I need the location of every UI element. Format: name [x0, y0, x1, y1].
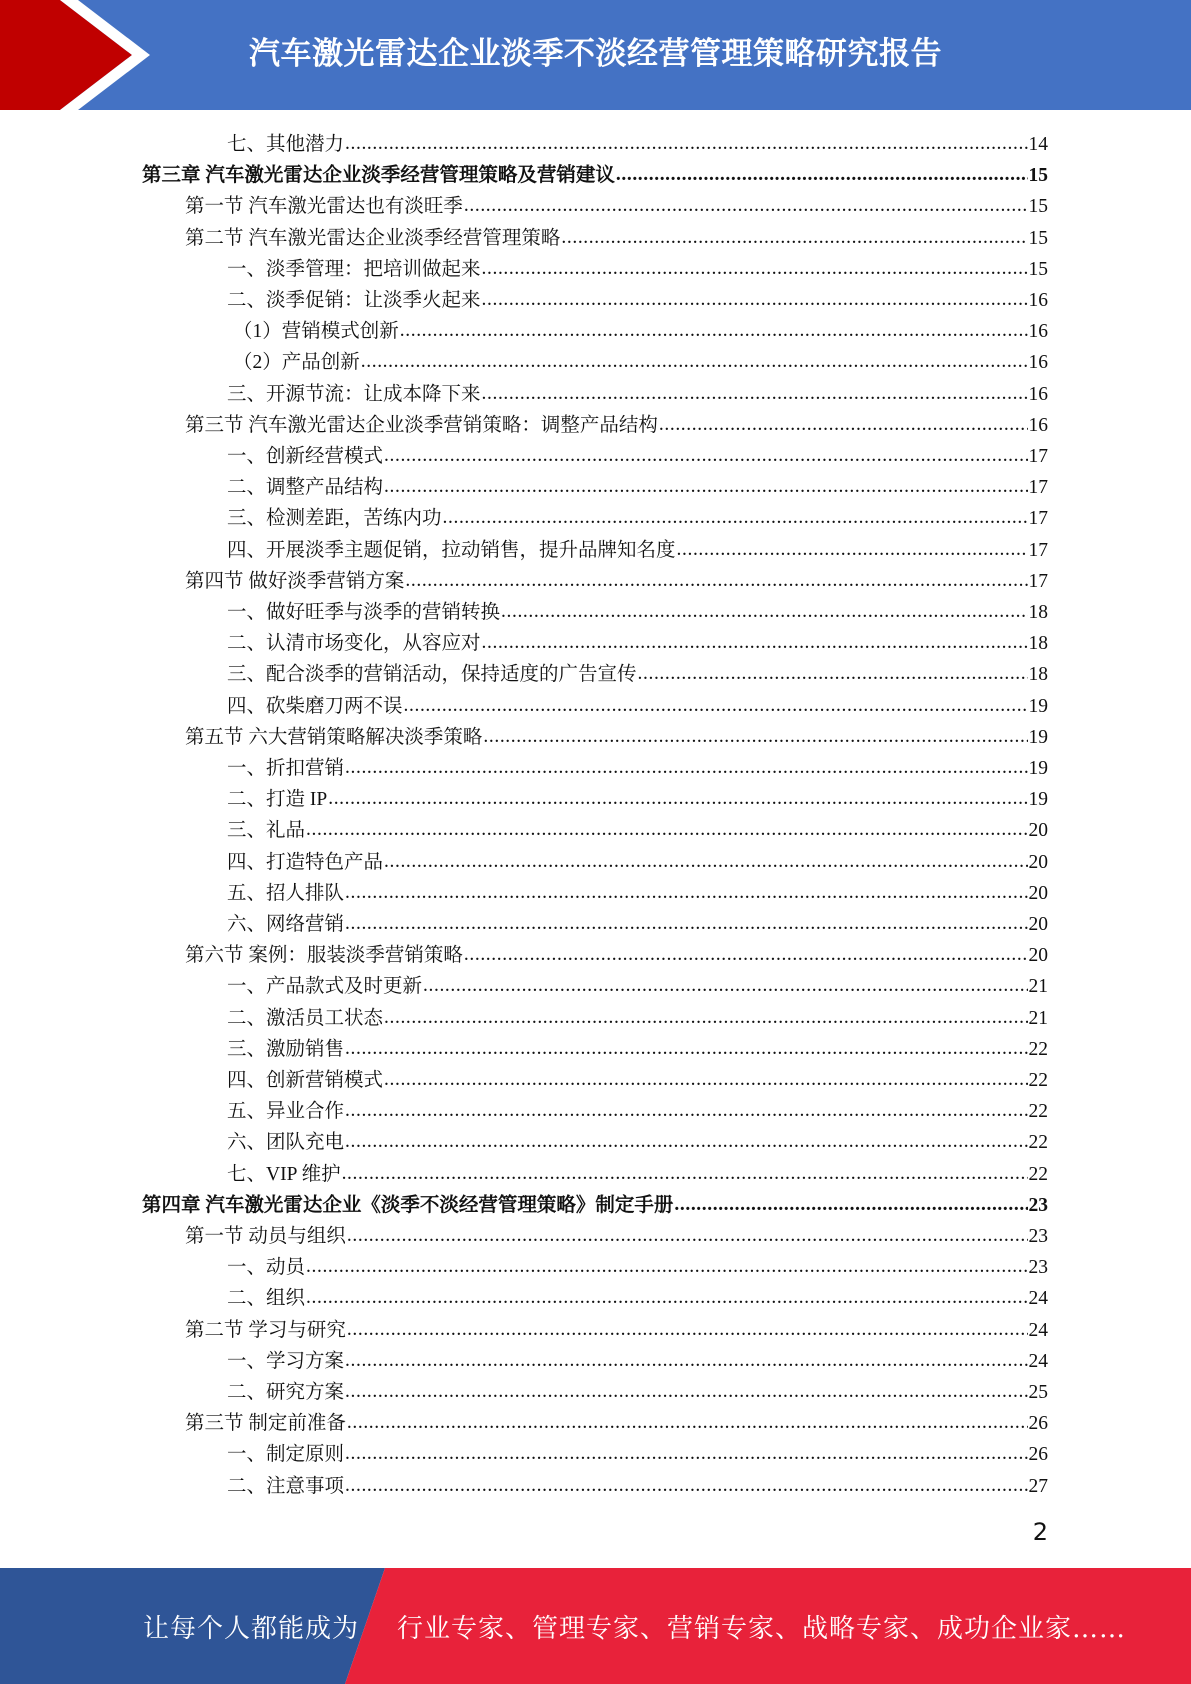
toc-dot-leader: [482, 284, 1028, 315]
toc-dot-leader: [306, 814, 1027, 845]
toc-dot-leader: [347, 1220, 1028, 1251]
toc-entry-page: 22: [1028, 1101, 1048, 1123]
toc-subsection-entry[interactable]: [227, 503, 1048, 534]
toc-dot-leader: [404, 690, 1028, 721]
toc-dot-leader: [384, 440, 1027, 471]
toc-subsection-entry[interactable]: [227, 1159, 1048, 1190]
toc-entry-page: 24: [1028, 1319, 1048, 1341]
toc-entry-label: 第三章 汽车激光雷达企业淡季经营管理策略及营销建议: [142, 165, 615, 187]
toc-subsection-entry[interactable]: [227, 1377, 1048, 1408]
toc-entry-label: 四、砍柴磨刀两不误: [227, 695, 403, 717]
toc-dot-leader: [464, 939, 1028, 970]
toc-subsection-entry[interactable]: [227, 878, 1048, 909]
toc-subsection-entry[interactable]: [227, 847, 1048, 878]
toc-dot-leader: [342, 1158, 1028, 1189]
toc-subsection-entry[interactable]: [227, 1283, 1048, 1314]
toc-dot-leader: [345, 1438, 1027, 1469]
chevron-arrow-icon: [0, 0, 160, 110]
toc-entry-label: 一、折扣营销: [227, 758, 345, 779]
toc-entry-label: 二、注意事项: [227, 1475, 345, 1497]
toc-entry-label: 二、激活员工状态: [227, 1007, 384, 1029]
toc-entry-page: 17: [1028, 539, 1048, 561]
toc-subsection-entry[interactable]: [233, 316, 1048, 347]
toc-entry-page: 15: [1028, 165, 1048, 187]
toc-entry-label: 四、打造特色产品: [227, 851, 384, 873]
toc-entry-page: 18: [1028, 602, 1048, 623]
toc-dot-leader: [638, 658, 1028, 689]
toc-entry-page: 17: [1028, 508, 1048, 530]
toc-entry-label: 第一节 动员与组织: [185, 1226, 346, 1247]
toc-entry-page: 20: [1028, 914, 1048, 935]
footer-slogan-right: 行业专家、管理专家、营销专家、战略专家、成功企业家……: [397, 1613, 1127, 1644]
toc-dot-leader: [483, 721, 1027, 752]
toc-dot-leader: [306, 1251, 1027, 1282]
toc-section-entry[interactable]: [185, 1315, 1048, 1346]
toc-subsection-entry[interactable]: [227, 285, 1048, 316]
toc-entry-label: 三、激励销售: [227, 1038, 345, 1060]
toc-dot-leader: [384, 846, 1027, 877]
toc-entry-page: 19: [1028, 726, 1048, 748]
toc-dot-leader: [345, 1095, 1027, 1126]
toc-entry-label: 四、开展淡季主题促销，拉动销售，提升品牌知名度: [227, 539, 676, 561]
page-number: 2: [1032, 1518, 1048, 1546]
toc-dot-leader: [616, 159, 1028, 190]
toc-subsection-entry[interactable]: [227, 472, 1048, 503]
toc-entry-label: 五、招人排队: [227, 882, 345, 904]
toc-dot-leader: [443, 502, 1028, 533]
toc-dot-leader: [677, 534, 1028, 565]
toc-dot-leader: [561, 222, 1027, 253]
toc-entry-page: 20: [1028, 882, 1048, 904]
toc-dot-leader: [423, 970, 1027, 1001]
toc-dot-leader: [482, 627, 1028, 658]
toc-entry-label: 三、礼品: [227, 820, 306, 842]
toc-dot-leader: [345, 1345, 1027, 1376]
toc-entry-page: 22: [1028, 1132, 1048, 1154]
toc-subsection-entry[interactable]: [227, 971, 1048, 1002]
toc-entry-label: 一、动员: [227, 1257, 306, 1279]
toc-section-entry[interactable]: [185, 722, 1048, 753]
toc-entry-label: 四、创新营销模式: [227, 1070, 384, 1091]
toc-dot-leader: [345, 128, 1027, 159]
toc-entry-label: （1）营销模式创新: [233, 321, 399, 343]
toc-entry-page: 22: [1028, 1163, 1048, 1185]
toc-subsection-entry[interactable]: [227, 1439, 1048, 1470]
toc-subsection-entry[interactable]: [227, 1003, 1048, 1034]
toc-entry-page: 19: [1028, 695, 1048, 717]
toc-subsection-entry[interactable]: [227, 441, 1048, 472]
toc-dot-leader: [347, 1407, 1028, 1438]
toc-entry-label: 三、检测差距，苦练内功: [227, 508, 442, 530]
toc-entry-label: 五、异业合作: [227, 1101, 345, 1123]
toc-entry-page: 26: [1028, 1413, 1048, 1435]
toc-entry-label: 第二节 学习与研究: [185, 1319, 346, 1341]
toc-subsection-entry[interactable]: [227, 254, 1048, 285]
toc-entry-label: 二、认清市场变化，从容应对: [227, 633, 481, 655]
toc-dot-leader: [345, 1376, 1027, 1407]
toc-entry-label: 第一节 汽车激光雷达也有淡旺季: [185, 196, 463, 218]
toc-entry-label: 二、打造 IP: [227, 789, 328, 811]
toc-entry-label: 第三节 制定前准备: [185, 1413, 346, 1435]
toc-subsection-entry[interactable]: [227, 1252, 1048, 1283]
toc-entry-label: 二、组织: [227, 1288, 306, 1310]
toc-dot-leader: [345, 877, 1027, 908]
toc-entry-page: 17: [1028, 570, 1048, 592]
toc-dot-leader: [345, 1470, 1027, 1501]
page-footer: [0, 1568, 1191, 1684]
toc-subsection-entry[interactable]: [227, 1065, 1048, 1096]
toc-dot-leader: [384, 1064, 1027, 1095]
toc-subsection-entry[interactable]: [227, 815, 1048, 846]
toc-entry-page: 26: [1028, 1444, 1048, 1466]
toc-entry-label: 一、学习方案: [227, 1350, 345, 1372]
toc-subsection-entry[interactable]: [227, 1096, 1048, 1127]
toc-entry-label: 第二节 汽车激光雷达企业淡季经营管理策略: [185, 227, 561, 249]
toc-subsection-entry[interactable]: [227, 691, 1048, 722]
page-header: [0, 0, 1191, 110]
toc-entry-page: 15: [1028, 258, 1048, 280]
toc-subsection-entry[interactable]: [227, 628, 1048, 659]
toc-dot-leader: [659, 409, 1028, 440]
toc-entry-page: 22: [1028, 1038, 1048, 1060]
toc-subsection-entry[interactable]: [227, 1346, 1048, 1377]
toc-entry-label: 二、淡季促销：让淡季火起来: [227, 290, 481, 311]
toc-entry-page: 14: [1028, 134, 1048, 155]
toc-dot-leader: [361, 346, 1028, 377]
toc-entry-page: 23: [1028, 1257, 1048, 1279]
toc-entry-label: 七、VIP 维护: [227, 1163, 341, 1185]
toc-entry-label: 第三节 汽车激光雷达企业淡季营销策略：调整产品结构: [185, 414, 658, 436]
toc-chapter-entry[interactable]: [142, 1190, 1048, 1221]
toc-entry-label: 一、创新经营模式: [227, 446, 384, 467]
toc-section-entry[interactable]: [185, 191, 1048, 222]
toc-entry-page: 20: [1028, 851, 1048, 873]
toc-section-entry[interactable]: [185, 223, 1048, 254]
toc-entry-label: 第五节 六大营销策略解决淡季策略: [185, 726, 483, 748]
toc-entry-page: 27: [1028, 1475, 1048, 1497]
toc-chapter-entry[interactable]: [142, 160, 1048, 191]
toc-entry-page: 23: [1028, 1194, 1048, 1216]
toc-entry-page: 20: [1028, 945, 1048, 967]
toc-dot-leader: [345, 1033, 1027, 1064]
toc-entry-page: 16: [1028, 321, 1048, 343]
toc-entry-label: 第四节 做好淡季营销方案: [185, 570, 405, 592]
toc-section-entry[interactable]: [185, 566, 1048, 597]
toc-entry-page: 18: [1028, 664, 1048, 686]
toc-dot-leader: [405, 565, 1027, 596]
toc-dot-leader: [347, 1314, 1028, 1345]
toc-entry-label: （2）产品创新: [233, 352, 360, 374]
toc-dot-leader: [464, 190, 1028, 221]
toc-entry-page: 16: [1028, 414, 1048, 436]
footer-slogan-left: 让每个人都能成为: [143, 1613, 360, 1644]
toc-dot-leader: [345, 752, 1027, 783]
toc-entry-label: 二、研究方案: [227, 1382, 345, 1403]
toc-entry-label: 一、产品款式及时更新: [227, 976, 423, 998]
toc-entry-page: 25: [1028, 1382, 1048, 1403]
toc-entry-page: 18: [1028, 633, 1048, 655]
toc-section-entry[interactable]: [185, 410, 1048, 441]
toc-dot-leader: [501, 596, 1027, 627]
toc-dot-leader: [328, 783, 1027, 814]
toc-entry-page: 16: [1028, 290, 1048, 311]
toc-entry-page: 21: [1028, 1007, 1048, 1029]
toc-entry-label: 三、配合淡季的营销活动，保持适度的广告宣传: [227, 664, 637, 686]
toc-section-entry[interactable]: [185, 940, 1048, 971]
toc-dot-leader: [384, 471, 1027, 502]
toc-entry-page: 21: [1028, 976, 1048, 998]
toc-dot-leader: [345, 1126, 1027, 1157]
toc-entry-label: 一、淡季管理：把培训做起来: [227, 258, 481, 280]
toc-section-entry[interactable]: [185, 1221, 1048, 1252]
toc-subsection-entry[interactable]: [227, 379, 1048, 410]
toc-subsection-entry[interactable]: [227, 129, 1048, 160]
toc-subsection-entry[interactable]: [233, 347, 1048, 378]
toc-dot-leader: [345, 908, 1027, 939]
report-title: 汽车激光雷达企业淡季不淡经营管理策略研究报告: [249, 35, 942, 72]
toc-entry-page: 15: [1028, 196, 1048, 218]
toc-subsection-entry[interactable]: [227, 535, 1048, 566]
toc-subsection-entry[interactable]: [227, 1471, 1048, 1502]
toc-entry-page: 17: [1028, 446, 1048, 467]
toc-subsection-entry[interactable]: [227, 753, 1048, 784]
toc-entry-page: 16: [1028, 383, 1048, 405]
toc-entry-page: 19: [1028, 789, 1048, 811]
toc-entry-label: 第四章 汽车激光雷达企业《淡季不淡经营管理策略》制定手册: [142, 1194, 674, 1216]
toc-entry-label: 六、网络营销: [227, 914, 345, 935]
toc-entry-label: 一、做好旺季与淡季的营销转换: [227, 602, 501, 623]
toc-dot-leader: [400, 315, 1028, 346]
toc-entry-page: 16: [1028, 352, 1048, 374]
toc-entry-page: 22: [1028, 1070, 1048, 1091]
toc-entry-label: 二、调整产品结构: [227, 477, 384, 499]
toc-subsection-entry[interactable]: [227, 597, 1048, 628]
toc-dot-leader: [384, 1002, 1027, 1033]
toc-subsection-entry[interactable]: [227, 1034, 1048, 1065]
toc-dot-leader: [482, 253, 1028, 284]
toc-entry-label: 七、其他潜力: [227, 134, 345, 155]
toc-entry-page: 24: [1028, 1350, 1048, 1372]
toc-entry-label: 一、制定原则: [227, 1444, 345, 1466]
toc-entry-page: 24: [1028, 1288, 1048, 1310]
toc-subsection-entry[interactable]: [227, 659, 1048, 690]
toc-entry-page: 19: [1028, 758, 1048, 779]
toc-entry-label: 三、开源节流：让成本降下来: [227, 383, 481, 405]
toc-dot-leader: [674, 1189, 1027, 1220]
toc-subsection-entry[interactable]: [227, 784, 1048, 815]
toc-entry-page: 15: [1028, 227, 1048, 249]
toc-entry-label: 第六节 案例：服装淡季营销策略: [185, 945, 463, 967]
toc-entry-page: 17: [1028, 477, 1048, 499]
toc-entry-label: 六、团队充电: [227, 1132, 345, 1154]
toc-entry-page: 20: [1028, 820, 1048, 842]
toc-subsection-entry[interactable]: [227, 909, 1048, 940]
toc-dot-leader: [482, 378, 1028, 409]
toc-section-entry[interactable]: [185, 1408, 1048, 1439]
toc-subsection-entry[interactable]: [227, 1127, 1048, 1158]
toc-dot-leader: [306, 1282, 1027, 1313]
toc-entry-page: 23: [1028, 1226, 1048, 1247]
